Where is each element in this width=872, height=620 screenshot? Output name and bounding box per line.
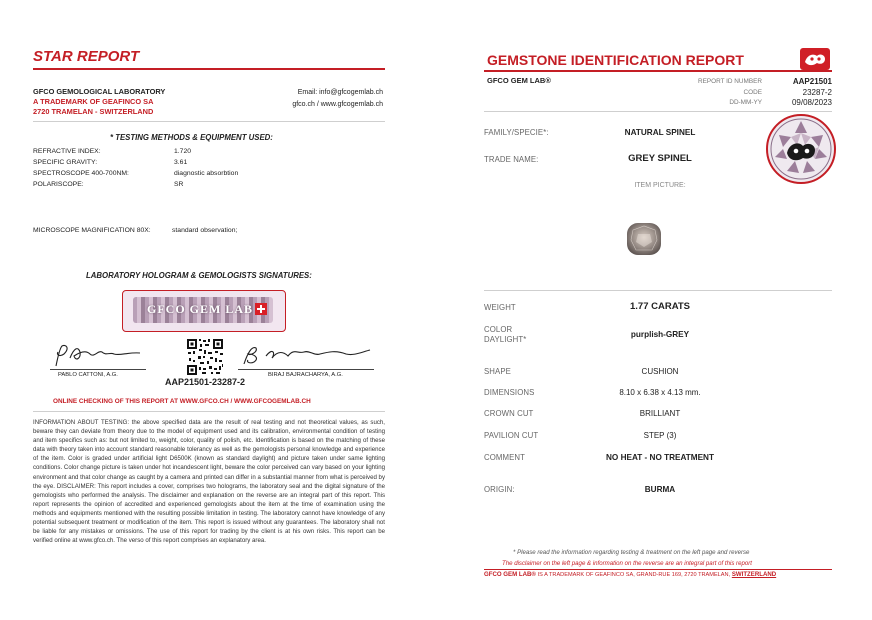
shape-label: SHAPE xyxy=(484,367,511,376)
color-value: purplish-GREY xyxy=(630,330,690,339)
weight-label: WEIGHT xyxy=(484,303,516,312)
laboratory-hologram xyxy=(122,290,286,332)
family-label: FAMILY/SPECIE*: xyxy=(484,128,549,137)
microscope-value: standard observation; xyxy=(172,227,238,234)
date-value: 09/08/2023 xyxy=(791,98,832,107)
signer-2-name: BIRAJ BAJRACHARYA, A.G. xyxy=(268,372,343,378)
code-value: 23287-2 xyxy=(802,88,832,97)
lab-info-block xyxy=(33,87,165,117)
comment-label: COMMENT xyxy=(484,453,525,462)
gfco-gem-lab-label: GFCO GEM LAB® xyxy=(487,76,551,85)
test-label: POLARISCOPE: xyxy=(33,181,84,188)
trade-name-value: GREY SPINEL xyxy=(628,153,692,164)
signature-line-2 xyxy=(238,369,374,370)
disclaimer-note: The disclaimer on the left page & information on the reverse are an integral part of this report xyxy=(502,560,752,567)
crown-cut-label: CROWN CUT xyxy=(484,409,534,418)
test-label: SPECIFIC GRAVITY: xyxy=(33,159,98,166)
contact-block xyxy=(280,87,383,111)
signatures-title: LABORATORY HOLOGRAM & GEMOLOGISTS SIGNATURES: xyxy=(86,271,312,280)
test-value: 3.61 xyxy=(174,159,188,166)
dimensions-label: DIMENSIONS xyxy=(484,388,535,397)
gfco-logo-icon xyxy=(800,48,830,70)
contact-email[interactable]: Email: info@gfcogemlab.ch xyxy=(297,89,383,96)
date-label: DD-MM-YY xyxy=(729,99,762,106)
lab-address: 2720 TRAMELAN - SWITZERLAND xyxy=(33,107,154,116)
crown-cut-value: BRILLIANT xyxy=(639,409,681,418)
lab-divider xyxy=(33,121,385,122)
test-value: 1.720 xyxy=(174,148,192,155)
lab-name: GFCO GEMOLOGICAL LABORATORY xyxy=(33,87,166,96)
laboratory-seal-icon xyxy=(765,113,837,185)
info-divider xyxy=(33,411,385,412)
left-title-divider xyxy=(33,68,385,70)
signature-line-1 xyxy=(50,369,146,370)
family-value: NATURAL SPINEL xyxy=(624,128,696,137)
item-picture-label: ITEM PICTURE: xyxy=(634,182,686,189)
right-report-title: GEMSTONE IDENTIFICATION REPORT xyxy=(487,52,744,68)
testing-information-text: INFORMATION ABOUT TESTING: the above specified data are the result of real testing and not theoretical values, as such, beware they can deviate from theory due to the model of equipment used and its calibration, environmental condition of testing and item specifics such as: but not limited to, weight, color, quality of polish, etc. Identification is based on the matching of these data with theory taken into account standard reasonable tolerancy as well as the gemologists personal knowledge and experience of the item. Color is graded under artificial light D6500K (known as standard daylight) and picture taken under same lighting conditions. Color change picture is taken under hot incandescent light, beware the color perceived can vary based on your lighting environment and that color change as caught by a camera and printed can differ in a substantial manner from what is perceived by the eye. DISCLAIMER: This report includes a cover, comprises two holograms, the laboratory seal and the digital signature of the gemologists who performed the analysis. The disclaimer and explanation on the reverse are an integral part of this report. This report represents the opinion of accredited and experienced gemologists about the item at the time of examination using the methods and equipments mentioned with the resulting possible limitation in testing. The laboratory cannot have knowledge of any potential subsequent treatment or modification of the item. This report is issued without any guarantees. The laboratory shall not be liable for any mistakes or omissions. The use of this report for trading by the client is at his own risks. This report can be verified online at www.gfco.ch. The verso of this report comprises an explanatory area. xyxy=(33,419,385,545)
test-label: SPECTROSCOPE 400-700NM: xyxy=(33,170,129,177)
weight-value: 1.77 CARATS xyxy=(629,301,690,312)
report-id-value: AAP21501 xyxy=(792,77,832,86)
swiss-cross-icon xyxy=(255,303,267,315)
origin-value: BURMA xyxy=(644,485,676,494)
test-value: SR xyxy=(174,181,184,188)
footer-country: SWITZERLAND xyxy=(731,571,777,578)
report-id-label: REPORT ID NUMBER xyxy=(697,78,762,85)
signer-1-name: PABLO CATTONI, A.G. xyxy=(58,372,118,378)
header-divider xyxy=(484,111,832,112)
qr-code-icon[interactable] xyxy=(186,338,224,376)
pavilion-cut-label: PAVILION CUT xyxy=(484,431,539,440)
report-reference: AAP21501-23287-2 xyxy=(165,377,246,387)
color-daylight-label: DAYLIGHT* xyxy=(484,335,527,344)
footer-trademark xyxy=(484,571,776,578)
contact-websites[interactable]: gfco.ch / www.gfcogemlab.ch xyxy=(292,101,383,108)
color-label: COLOR xyxy=(484,325,513,334)
comment-value: NO HEAT - NO TREATMENT xyxy=(606,453,714,462)
dimensions-value: 8.10 x 6.38 x 4.13 mm. xyxy=(619,388,701,397)
lab-trademark: A TRADEMARK OF GEAFINCO SA xyxy=(33,97,154,106)
picture-divider xyxy=(484,290,832,291)
footer-divider xyxy=(484,569,832,570)
trade-name-label: TRADE NAME: xyxy=(484,155,539,164)
signature-cattoni-icon xyxy=(50,340,146,370)
right-title-divider xyxy=(484,70,832,72)
origin-label: ORIGIN: xyxy=(484,485,515,494)
shape-value: CUSHION xyxy=(641,367,679,376)
test-label: REFRACTIVE INDEX: xyxy=(33,148,101,155)
footer-address: IS A TRADEMARK OF GEAFINCO SA, GRAND-RUE 169, 2720 TRAMELAN, xyxy=(537,572,731,578)
microscope-label: MICROSCOPE MAGNIFICATION 80X: xyxy=(33,227,151,234)
testing-methods-title: * TESTING METHODS & EQUIPMENT USED: xyxy=(110,133,273,142)
gemstone-picture xyxy=(624,220,664,258)
left-report-title: STAR REPORT xyxy=(33,48,140,65)
code-label: CODE xyxy=(743,89,762,96)
test-value: diagnostic absorbtion xyxy=(174,170,239,177)
signature-bajracharya-icon xyxy=(238,340,374,370)
online-check-link[interactable]: ONLINE CHECKING OF THIS REPORT AT WWW.GFCO.CH / WWW.GFCOGEMLAB.CH xyxy=(53,398,311,405)
hologram-text: GFCO GEM LAB xyxy=(147,302,254,316)
footer-brand: GFCO GEM LAB® xyxy=(484,571,536,578)
pavilion-cut-value: STEP (3) xyxy=(643,431,677,440)
information-note: * Please read the information regarding testing & treatment on the left page and reverse xyxy=(513,549,750,556)
